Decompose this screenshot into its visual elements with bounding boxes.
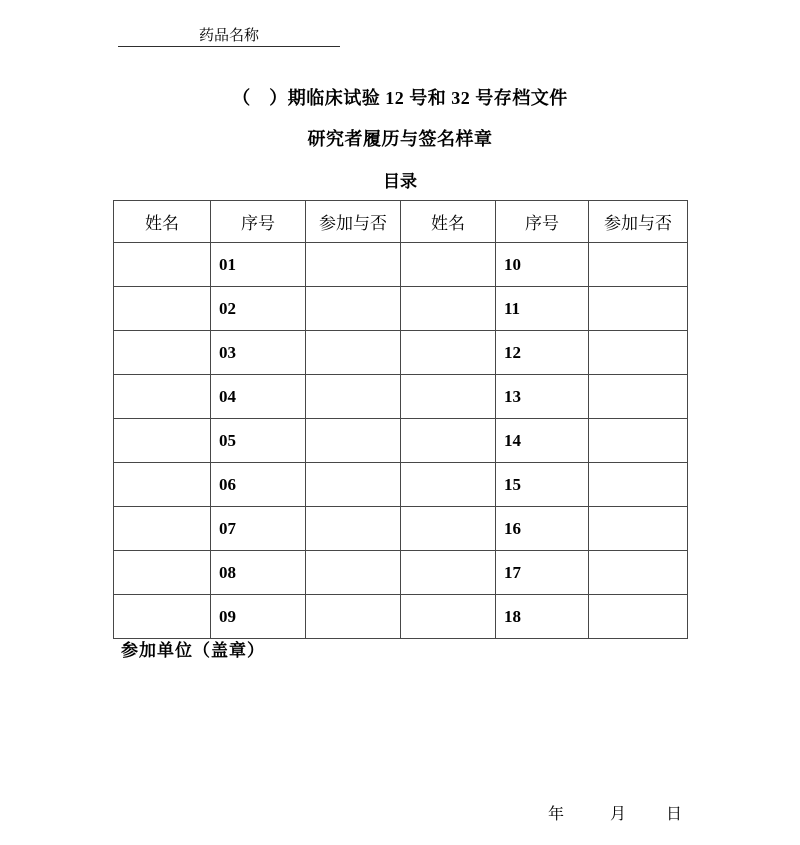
cell-attend-right xyxy=(589,419,688,463)
cell-name-left xyxy=(114,419,211,463)
year-label: 年 xyxy=(548,806,565,823)
cell-no-left: 05 xyxy=(211,419,306,463)
cell-attend-left xyxy=(306,551,401,595)
cell-name-left xyxy=(114,375,211,419)
cell-no-right: 15 xyxy=(496,463,589,507)
day-label: 日 xyxy=(666,806,683,823)
cell-name-left xyxy=(114,243,211,287)
table-row xyxy=(114,595,688,639)
table-row xyxy=(114,375,688,419)
cell-name-right xyxy=(401,507,496,551)
cell-attend-right xyxy=(589,287,688,331)
cell-name-left xyxy=(114,463,211,507)
cell-name-right xyxy=(401,419,496,463)
cell-no-left: 02 xyxy=(211,287,306,331)
cell-attend-right xyxy=(589,331,688,375)
toc-table-body xyxy=(114,243,688,639)
cell-no-right: 18 xyxy=(496,595,589,639)
col-header-attend-right: 参加与否 xyxy=(589,201,688,243)
cell-attend-left xyxy=(306,419,401,463)
cell-attend-left xyxy=(306,375,401,419)
table-row xyxy=(114,331,688,375)
cell-attend-right xyxy=(589,375,688,419)
cell-name-left xyxy=(114,551,211,595)
drug-name-label: 药品名称 xyxy=(198,28,259,44)
cell-no-left: 06 xyxy=(211,463,306,507)
cell-name-left xyxy=(114,287,211,331)
cell-no-right: 12 xyxy=(496,331,589,375)
cell-name-right xyxy=(401,595,496,639)
toc-table xyxy=(113,200,688,639)
cell-attend-right xyxy=(589,463,688,507)
cell-no-right: 14 xyxy=(496,419,589,463)
cell-attend-left xyxy=(306,595,401,639)
cell-attend-left xyxy=(306,507,401,551)
cell-name-left xyxy=(114,507,211,551)
cell-name-right xyxy=(401,331,496,375)
cell-no-right: 13 xyxy=(496,375,589,419)
cell-no-left: 03 xyxy=(211,331,306,375)
cell-attend-left xyxy=(306,463,401,507)
cell-no-left: 04 xyxy=(211,375,306,419)
cell-attend-right xyxy=(589,595,688,639)
document-title: （ ）期临床试验 12 号和 32 号存档文件 xyxy=(232,88,568,108)
participating-unit-label: 参加单位（盖章） xyxy=(121,641,265,660)
month-label: 月 xyxy=(610,806,627,823)
table-header-row xyxy=(114,201,688,243)
col-header-name-right: 姓名 xyxy=(401,201,496,243)
cell-no-left: 07 xyxy=(211,507,306,551)
cell-no-left: 09 xyxy=(211,595,306,639)
table-row xyxy=(114,287,688,331)
cell-name-right xyxy=(401,551,496,595)
document-subtitle: 研究者履历与签名样章 xyxy=(307,129,493,149)
cell-attend-right xyxy=(589,243,688,287)
table-row xyxy=(114,419,688,463)
cell-name-right xyxy=(401,375,496,419)
cell-no-right: 11 xyxy=(496,287,589,331)
cell-name-left xyxy=(114,595,211,639)
table-row xyxy=(114,507,688,551)
cell-name-left xyxy=(114,331,211,375)
cell-attend-left xyxy=(306,287,401,331)
cell-name-right xyxy=(401,243,496,287)
table-row xyxy=(114,243,688,287)
cell-attend-right xyxy=(589,551,688,595)
cell-no-right: 16 xyxy=(496,507,589,551)
col-header-attend-left: 参加与否 xyxy=(306,201,401,243)
cell-name-right xyxy=(401,287,496,331)
col-header-no-right: 序号 xyxy=(496,201,589,243)
cell-no-right: 10 xyxy=(496,243,589,287)
cell-attend-left xyxy=(306,243,401,287)
col-header-name-left: 姓名 xyxy=(114,201,211,243)
date-line xyxy=(548,801,682,824)
col-header-no-left: 序号 xyxy=(211,201,306,243)
table-row xyxy=(114,463,688,507)
toc-heading: 目录 xyxy=(383,172,417,191)
cell-no-right: 17 xyxy=(496,551,589,595)
cell-attend-right xyxy=(589,507,688,551)
cell-no-left: 08 xyxy=(211,551,306,595)
cell-attend-left xyxy=(306,331,401,375)
table-row xyxy=(114,551,688,595)
cell-name-right xyxy=(401,463,496,507)
drug-name-blank-field xyxy=(118,27,340,47)
cell-no-left: 01 xyxy=(211,243,306,287)
